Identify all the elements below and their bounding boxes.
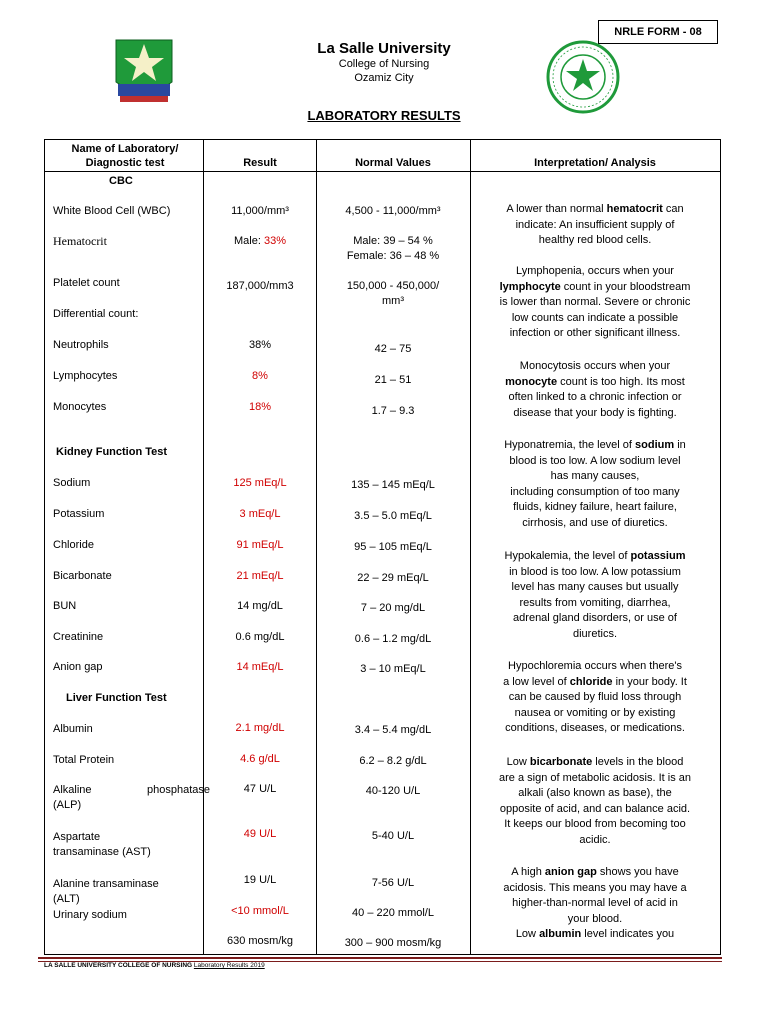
- normal-value: Female: 36 – 48 %: [346, 250, 440, 262]
- interp-line: It keeps our blood from becoming too: [504, 818, 686, 830]
- test-name: Neutrophils: [53, 339, 109, 351]
- normal-value: 3 – 10 mEq/L: [360, 663, 426, 675]
- interp-line: conditions, diseases, or medications.: [505, 722, 685, 734]
- test-name: Aspartate: [53, 831, 101, 843]
- footer-rule: [38, 957, 722, 959]
- college-name: College of Nursing: [338, 58, 430, 70]
- test-name: Urinary sodium: [53, 909, 127, 921]
- result-value-abnormal: 91 mEq/L: [236, 539, 284, 551]
- interp-line: results from vomiting, diarrhea,: [519, 596, 671, 609]
- interp-line: indicate: An insufficient supply of: [515, 218, 675, 231]
- normal-value: 150,000 - 450,000/: [346, 280, 440, 292]
- test-name: (ALT): [53, 893, 80, 905]
- interp-line: Low bicarbonate levels in the blood: [506, 756, 684, 768]
- interp-line: infection or other significant illness.: [509, 327, 681, 339]
- test-name: Chloride: [53, 539, 94, 551]
- col-header-normal: Normal Values: [355, 157, 431, 169]
- interp-line: in blood is too low. A low potassium: [509, 565, 681, 578]
- normal-value: 22 – 29 mEq/L: [357, 572, 429, 584]
- test-name: BUN: [53, 600, 77, 612]
- result-value: 0.6 mg/dL: [235, 631, 285, 643]
- col-header-result: Result: [243, 157, 277, 169]
- interp-line: Monocytosis occurs when your: [519, 360, 671, 372]
- interp-line: level has many causes but usually: [511, 581, 679, 593]
- normal-value: 135 – 145 mEq/L: [351, 479, 435, 491]
- test-name: Albumin: [53, 723, 93, 735]
- interp-line: A lower than normal hematocrit can: [506, 203, 684, 215]
- interp-line: low counts can indicate a possible: [511, 311, 679, 324]
- interp-line: disease that your body is fighting.: [513, 406, 677, 419]
- interp-line: has many causes,: [550, 470, 640, 482]
- col-header-test: Name of Laboratory/ Diagnostic test: [71, 143, 179, 169]
- result-value: 630 mosm/kg: [226, 935, 294, 947]
- test-name: Alanine transaminase: [53, 878, 159, 890]
- test-name: Alkaline: [53, 784, 92, 796]
- test-name: Lymphocytes: [53, 370, 118, 382]
- interp-line: often linked to a chronic infection or: [508, 391, 682, 403]
- result-value-abnormal: 3 mEq/L: [239, 508, 281, 520]
- normal-value: 21 – 51: [374, 374, 412, 386]
- interp-line: are a sign of metabolic acidosis. It is an: [499, 771, 691, 784]
- interp-line: can be caused by fluid loss through: [508, 691, 682, 703]
- test-name: Creatinine: [53, 631, 104, 643]
- test-name: Platelet count: [53, 277, 120, 289]
- interp-line: blood is too low. A low sodium level: [509, 454, 681, 467]
- col-header-interpretation: Interpretation/ Analysis: [534, 157, 656, 169]
- test-name: (ALP): [53, 799, 82, 811]
- interp-line: alkali (also known as base), the: [518, 787, 672, 799]
- result-value-abnormal: 18%: [248, 401, 272, 413]
- result-value: 47 U/L: [243, 783, 277, 795]
- interp-line: including consumption of too many: [510, 485, 680, 498]
- section-cbc: CBC: [109, 175, 133, 187]
- result-value-abnormal: 21 mEq/L: [236, 570, 284, 582]
- result-value-abnormal: 2.1 mg/dL: [235, 722, 285, 734]
- test-name: Total Protein: [53, 754, 115, 766]
- normal-value: 6.2 – 8.2 g/dL: [359, 755, 427, 767]
- test-name: Hematocrit: [53, 234, 107, 248]
- normal-value: 4,500 - 11,000/mm³: [345, 205, 441, 217]
- interpretation-monocyte: [471, 359, 719, 421]
- section-kidney-function: Kidney Function Test: [56, 446, 168, 458]
- form-code-box: NRLE FORM - 08: [598, 20, 718, 44]
- document-header: [0, 40, 768, 85]
- test-name: Monocytes: [53, 401, 107, 413]
- header-divider: [44, 171, 721, 172]
- interpretation-chloride: [471, 659, 719, 737]
- interpretation-sodium: [471, 438, 719, 531]
- normal-value: 40 – 220 mmol/L: [352, 907, 434, 919]
- normal-value: 5-40 U/L: [371, 830, 415, 842]
- interp-line: adrenal gland disorders, or use of: [513, 612, 677, 624]
- test-name: Potassium: [53, 508, 105, 520]
- interp-line: lymphocyte count in your bloodstream: [499, 280, 691, 293]
- normal-value: 300 – 900 mosm/kg: [344, 937, 442, 949]
- interp-line: higher-than-normal level of acid in: [512, 897, 678, 909]
- interpretation-hematocrit: [471, 202, 719, 249]
- normal-value: 40-120 U/L: [365, 785, 421, 797]
- interp-line: A high anion gap shows you have: [511, 866, 679, 878]
- normal-value: mm³: [382, 295, 404, 307]
- test-name: transaminase (AST): [53, 846, 151, 858]
- test-name: Bicarbonate: [53, 570, 112, 582]
- normal-value: 3.4 – 5.4 mg/dL: [354, 724, 432, 736]
- interp-line: is lower than normal. Severe or chronic: [499, 296, 691, 308]
- interp-line: Hyponatremia, the level of sodium in: [504, 439, 686, 451]
- normal-value: 7 – 20 mg/dL: [360, 602, 426, 614]
- interpretation-lymphocyte: [471, 264, 719, 342]
- result-value-abnormal: 125 mEq/L: [233, 477, 287, 489]
- normal-value: 95 – 105 mEq/L: [354, 541, 432, 553]
- result-value-abnormal: 4.6 g/dL: [240, 753, 280, 765]
- interp-line: Hypochloremia occurs when there's: [508, 660, 682, 672]
- normal-value: 1.7 – 9.3: [371, 405, 415, 417]
- result-value: 187,000/mm3: [226, 280, 294, 292]
- test-name: White Blood Cell (WBC): [53, 205, 171, 217]
- result-value-abnormal: 14 mEq/L: [236, 661, 284, 673]
- interp-line: a low level of chloride in your body. It: [503, 675, 687, 688]
- test-name: Differential count:: [53, 308, 139, 320]
- normal-value: 3.5 – 5.0 mEq/L: [354, 510, 432, 522]
- interp-line: diuretics.: [572, 627, 618, 640]
- normal-value: 0.6 – 1.2 mg/dL: [354, 633, 432, 645]
- interp-line: monocyte count is too high. Its most: [505, 375, 685, 388]
- test-name: phosphatase: [147, 784, 210, 796]
- interp-line: your blood.: [567, 912, 623, 925]
- interpretation-anion-gap: [471, 865, 719, 943]
- page-title: LABORATORY RESULTS: [307, 108, 461, 123]
- result-value-abnormal: <10 mmol/L: [231, 905, 289, 917]
- result-value: Male: 33%: [234, 235, 286, 247]
- result-value-abnormal: 49 U/L: [243, 828, 277, 840]
- interp-line: acidic.: [579, 833, 611, 846]
- result-value: 11,000/mm³: [231, 205, 289, 217]
- result-value: 38%: [248, 339, 272, 351]
- result-value: 14 mg/dL: [237, 600, 283, 612]
- section-liver-function: Liver Function Test: [66, 692, 167, 704]
- interp-line: acidosis. This means you may have a: [503, 881, 687, 894]
- footer-text: LA SALLE UNIVERSITY COLLEGE OF NURSING Laboratory Results 2019: [44, 962, 265, 969]
- city-name: Ozamiz City: [354, 72, 414, 84]
- interp-line: Hypokalemia, the level of potassium: [504, 550, 686, 562]
- interpretation-bicarbonate: [471, 755, 719, 848]
- interp-line: healthy red blood cells.: [538, 234, 652, 246]
- interp-line: cirrhosis, and use of diuretics.: [522, 516, 668, 529]
- interp-line: fluids, kidney failure, heart failure,: [513, 501, 677, 513]
- test-name: Sodium: [53, 477, 91, 489]
- interpretation-potassium: [471, 549, 719, 642]
- result-value-abnormal: 8%: [252, 370, 268, 382]
- normal-value: 42 – 75: [374, 343, 412, 355]
- normal-value: 7-56 U/L: [371, 877, 415, 889]
- result-value: 19 U/L: [243, 874, 277, 886]
- interp-line: opposite of acid, and can balance acid.: [499, 802, 691, 815]
- interp-line: Low albumin level indicates you: [515, 928, 675, 940]
- normal-value: Male: 39 – 54 %: [353, 235, 433, 247]
- interp-line: Lymphopenia, occurs when your: [516, 265, 674, 277]
- test-name: Anion gap: [53, 661, 103, 673]
- university-name: La Salle University: [317, 40, 451, 57]
- interp-line: nausea or vomiting or by existing: [514, 706, 676, 719]
